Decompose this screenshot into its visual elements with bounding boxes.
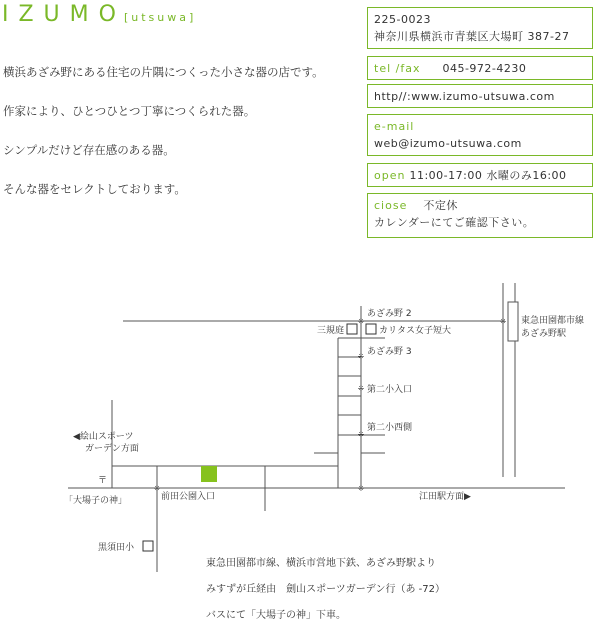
access-line: 東急田園都市線、横浜市営地下鉄、あざみ野駅より xyxy=(206,558,436,569)
shop-location-marker[interactable] xyxy=(201,466,217,482)
close-label: ciose xyxy=(374,199,408,212)
label-sports-1: ◀絵山スポーツ xyxy=(73,432,134,442)
label-daini-iriguchi: 第二小入口 xyxy=(367,385,413,395)
svg-text:⁜: ⁜ xyxy=(357,384,365,393)
open-label: open xyxy=(374,169,406,182)
svg-text:⁜: ⁜ xyxy=(499,317,507,326)
svg-text:⁜: ⁜ xyxy=(357,317,365,326)
kurosuda-marker xyxy=(143,541,153,551)
intro-line: 作家により、ひとつひとつ丁寧につくられた器。 xyxy=(3,104,256,118)
email-link[interactable]: web@izumo-utsuwa.com xyxy=(374,137,522,150)
karitas-marker xyxy=(366,324,376,334)
label-azamino3: あざみ野 3 xyxy=(367,347,412,357)
address: 神奈川県横浜市青葉区大場町 387-27 xyxy=(374,30,570,43)
railway xyxy=(503,283,518,477)
postcode: 225-0023 xyxy=(374,13,431,26)
station-building xyxy=(508,302,518,341)
tel-value: 045-972-4230 xyxy=(442,62,527,75)
logo-sub: [utsuwa] xyxy=(123,11,197,24)
intro-line: 横浜あざみ野にある住宅の片隅につくった小さな器の店です。 xyxy=(3,65,324,79)
sankitei-marker xyxy=(347,324,357,334)
access-directions xyxy=(206,551,445,629)
label-sports-2: ガーデン方面 xyxy=(85,444,139,454)
open-value: 11:00-17:00 水曜のみ16:00 xyxy=(409,169,567,182)
email-label: e-mail xyxy=(374,120,415,133)
label-maeda: 前田公園入口 xyxy=(161,492,216,502)
svg-text:⁜: ⁜ xyxy=(357,430,365,439)
label-sankitei: 三規庭 xyxy=(316,326,344,336)
map-roads xyxy=(68,306,565,572)
label-kurosuda: 黒須田小 xyxy=(98,543,135,553)
label-ooba: 「大場子の神」 xyxy=(64,496,128,506)
svg-text:⁜: ⁜ xyxy=(153,484,161,493)
label-station-name: あざみ野駅 xyxy=(521,329,567,339)
logo-main: IZUMO xyxy=(2,2,126,27)
svg-text:⁜: ⁜ xyxy=(357,484,365,493)
label-karitas: カリタス女子短大 xyxy=(379,326,452,336)
access-line: みすずが丘経由 劍山スポーツガーデン行（あ -72） xyxy=(206,584,446,595)
tel-label: tel /fax xyxy=(374,62,421,75)
busstop-icon: 〒 xyxy=(98,476,108,486)
intro-line: シンプルだけど存在感のある器。 xyxy=(3,143,175,157)
url-link[interactable]: http//:www.izumo-utsuwa.com xyxy=(374,90,555,103)
close-value: 不定休 xyxy=(423,199,458,212)
label-azamino2: あざみ野 2 xyxy=(367,309,412,319)
svg-text:⁜: ⁜ xyxy=(357,352,365,361)
label-eda: 江田駅方面▶ xyxy=(419,492,471,502)
intro-line: そんな器をセレクトしております。 xyxy=(3,182,186,196)
label-station-line: 東急田園都市線 xyxy=(521,316,585,326)
close-note: カレンダーにてご確認下さい。 xyxy=(374,216,535,229)
label-daini-nishi: 第二小西側 xyxy=(367,423,413,433)
access-line: バスにて「大場子の神」下車。 xyxy=(206,610,346,621)
